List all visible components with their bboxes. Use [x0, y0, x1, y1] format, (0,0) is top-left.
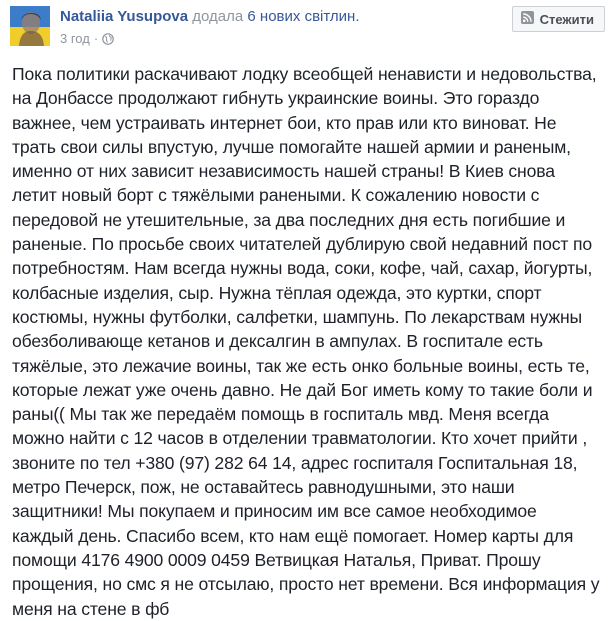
action-text: додала: [192, 8, 244, 25]
post-meta: [60, 31, 114, 49]
post-text-line: потребностям. Нам всегда нужны вода, соки, кофе, чай, сахар, йогурты,: [12, 258, 593, 279]
post-text-line: обезболивающе кетанов и дексалгин в ампулах. В госпитале есть: [12, 331, 543, 352]
post-text-line: метро Печерск, пож, не оставайтесь равнодушными, это наши: [12, 477, 515, 498]
post-text-line: каждый день. Спасибо всем, кто нам ещё помогает. Номер карты для: [12, 525, 574, 546]
post-text-line: прощения, но смс я не отсылаю, просто нет времени. Вся информация у: [12, 574, 600, 595]
post-text-line: звоните по тел +380 (97) 282 64 14, адрес госпиталя Госпитальная 18,: [12, 452, 578, 473]
post-text-line: летит новый борт с тяжёлыми ранеными. К сожалению новости с: [12, 185, 540, 206]
avatar-portrait: [10, 6, 50, 46]
post-title-line: [60, 8, 360, 26]
avatar[interactable]: [10, 6, 50, 46]
follow-button[interactable]: [512, 6, 605, 32]
post-header: [10, 6, 605, 50]
post-text-line: защитники! Мы покупаем и приносим им все самое необходимое: [12, 501, 537, 522]
meta-separator: ·: [93, 31, 99, 46]
post-text-line: которые лежат уже очень давно. Не дай Бог иметь кому то такие боли и: [12, 379, 593, 400]
post-text-line: важнее, чем устраивать интернет бои, кто прав или кто виноват. Не: [12, 112, 557, 133]
photos-link[interactable]: 6 нових світлин.: [247, 8, 360, 25]
post-text-line: Пока политики раскачивают лодку всеобщей ненависти и недовольства,: [12, 64, 597, 84]
post-text-line: на Донбассе продолжают гибнуть украинские воины. Это гораздо: [12, 88, 540, 109]
post-text-line: помощи 4176 4900 0009 0459 Ветвицкая Наталья, Приват. Прошу: [12, 549, 541, 570]
follow-button-label: Стежити: [539, 11, 594, 27]
timestamp-link[interactable]: 3 год: [60, 31, 90, 46]
post-text-line: тяжёлые, это лежачие воины, так же есть онко больные воины, есть те,: [12, 355, 590, 376]
post-text-line: трать свои силы впустую, лучше помогайте нашей армии и раненым,: [12, 136, 571, 157]
globe-icon[interactable]: [102, 33, 114, 49]
rss-icon: [521, 11, 534, 27]
post-text-line: передовой не утешительные, за два последних дня есть погибшие и: [12, 209, 566, 230]
post-text-line: костюмы, нужны футболки, салфетки, шампунь. По лекарствам нужны: [12, 306, 583, 327]
post-text-line: колбасные изделия, сыр. Нужна тёплая одежда, это куртки, спорт: [12, 282, 542, 303]
post-body: [12, 62, 608, 621]
post-text-line: можно найти с 12 часов в отделении травматологии. Кто хочет прийти ,: [12, 428, 588, 449]
post-text-line: раненые. По просьбе своих читателей дублирую свой недавний пост по: [12, 234, 593, 255]
author-name-link[interactable]: Nataliia Yusupova: [60, 8, 189, 25]
post-text-line: раны(( Мы так же передаём помощь в госпиталь мвд. Меня всегда: [12, 404, 549, 425]
post-text-line: именно от них зависит независимость нашей страны! В Киев снова: [12, 161, 555, 182]
post-text-line: меня на стене в фб: [12, 598, 170, 619]
